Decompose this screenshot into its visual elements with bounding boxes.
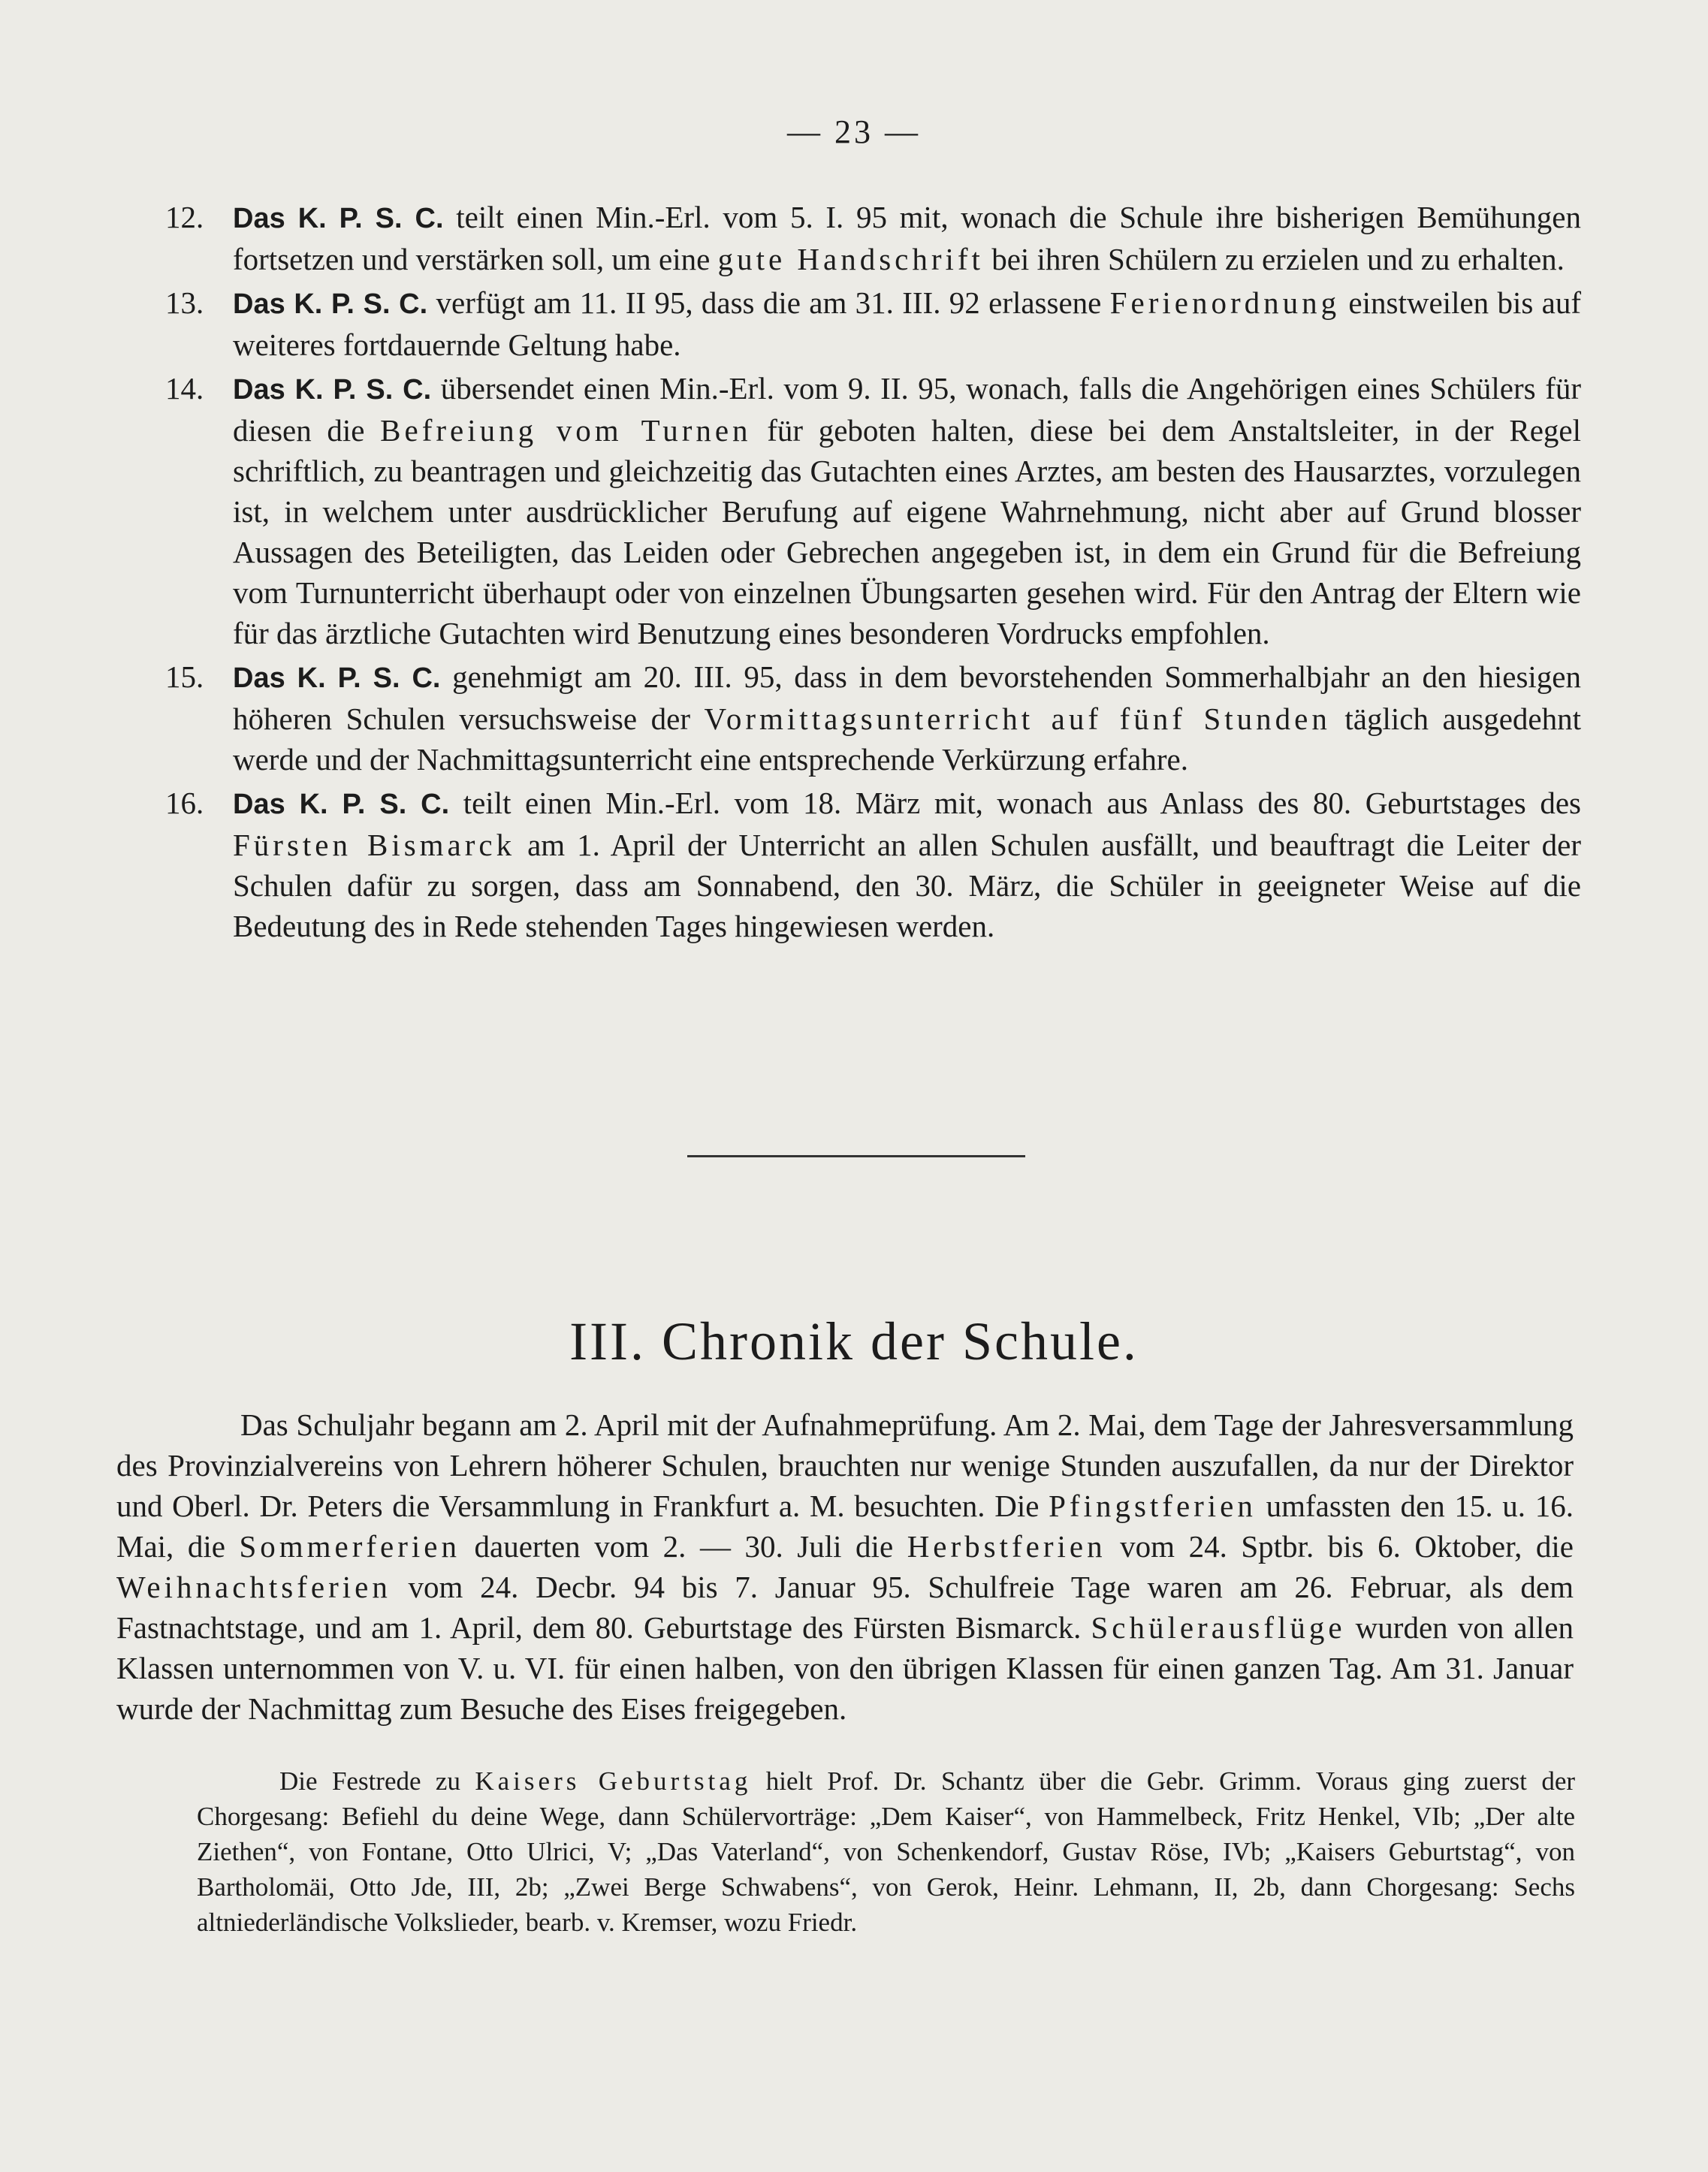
text-run: umfassten den 15. u. 16. Mai, die	[116, 1489, 1574, 1564]
item-number: 14.	[165, 371, 204, 406]
section-divider	[687, 1155, 1025, 1157]
item-number: 16.	[165, 786, 204, 820]
text-run: teilt einen Min.-Erl. vom 5. I. 95 mit, wonach die Schule ihre bisherigen Bemühungen fortsetzen und verstärken soll, um eine	[233, 200, 1581, 276]
decree-item	[165, 783, 1581, 946]
decree-item	[165, 282, 1581, 365]
text-run: übersendet einen Min.-Erl. vom 9. II. 95, wonach, falls die Angehörigen eines Schülers für diesen die	[233, 371, 1581, 448]
authority-name: Das K. P. S. C.	[233, 789, 450, 820]
section-heading: III. Chronik der Schule.	[569, 1311, 1139, 1371]
authority-name: Das K. P. S. C.	[233, 203, 444, 234]
spaced-emphasis: Vormittagsunterricht auf fünf Stunden	[704, 701, 1331, 736]
text-run: einstweilen bis auf weiteres fortdauernde Geltung habe.	[233, 285, 1582, 362]
text-run: täglich ausgedehnt werde und der Nachmittagsunterricht eine entsprechende Verkürzung erfahre.	[233, 701, 1581, 777]
text-run: Das Schuljahr begann am 2. April mit der Aufnahmeprüfung. Am 2. Mai, dem Tage der Jahresversammlung des Provinzialvereins von Lehrern höherer Schulen, brauchten nur wenige Stunden auszufallen, da nur der Direktor und Oberl. Dr. Peters die Versammlung in Frankfurt a. M. besuchten. Die	[116, 1407, 1574, 1523]
item-number: 12.	[165, 200, 204, 234]
decree-item	[165, 368, 1581, 653]
spaced-emphasis: Herbstferien	[907, 1529, 1106, 1564]
page-number: — 23 —	[787, 113, 921, 150]
spaced-emphasis: Befreiung vom Turnen	[380, 413, 752, 448]
festrede-text	[197, 1763, 1575, 1940]
spaced-emphasis: Fürsten Bismarck	[233, 828, 516, 862]
authority-name: Das K. P. S. C.	[233, 288, 428, 320]
text-run: verfügt am 11. II 95, dass die am 31. III. 92 erlassene	[427, 285, 1110, 320]
item-text	[233, 282, 1581, 365]
spaced-emphasis: Pfingstferien	[1049, 1489, 1257, 1523]
text-run: teilt einen Min.-Erl. vom 18. März mit, wonach aus Anlass des 80. Geburtstages des	[449, 786, 1581, 820]
text-run: für geboten halten, diese bei dem Anstaltsleiter, in der Regel schriftlich, zu beantragen und gleichzeitig das Gutachten eines Arztes, am besten des Hausarztes, vorzulegen ist, in welchem unter ausdrücklicher Berufung auf eigene Wahrnehmung, nicht aber auf Grund blosser Aussagen des Beteiligten, das Leiden oder Gebrechen angegeben ist, in dem ein Grund für die Befreiung vom Turnunterricht überhaupt oder von einzelnen Übungsarten gesehen wird. Für den Antrag der Eltern wie für das ärztliche Gutachten wird Benutzung eines besonderen Vordrucks empfohlen.	[233, 413, 1582, 650]
spaced-emphasis: Kaisers Geburtstag	[475, 1766, 752, 1796]
spaced-emphasis: Weihnachtsferien	[116, 1570, 391, 1604]
decree-item	[165, 656, 1581, 780]
decree-list	[165, 197, 1581, 949]
authority-name: Das K. P. S. C.	[233, 662, 441, 694]
decree-item	[165, 197, 1581, 279]
text-run: dauerten vom 2. — 30. Juli die	[460, 1529, 907, 1564]
text-run: hielt Prof. Dr. Schantz über die Gebr. Grimm. Voraus ging zuerst der Chorgesang: Befiehl du deine Wege, dann Schülervorträge: „Dem Kaiser“, von Hammelbeck, Fritz Henkel, VIb; „Der alte Ziethen“, von Fontane, Otto Ulrici, V; „Das Vaterland“, von Schenkendorf, Gustav Röse, IVb; „Kaisers Geburtstag“, von Bartholomäi, Otto Jde, III, 2b; „Zwei Berge Schwabens“, von Gerok, Heinr. Lehmann, II, 2b, dann Chorgesang: Sechs altniederländische Volkslieder, bearb. v. Kremser, wozu Friedr.	[197, 1766, 1576, 1937]
text-run: vom 24. Sptbr. bis 6. Oktober, die	[1106, 1529, 1574, 1564]
chronicle-paragraph	[116, 1404, 1574, 1729]
item-text	[233, 656, 1581, 780]
text-run: am 1. April der Unterricht an allen Schulen ausfällt, und beauftragt die Leiter der Schulen dafür zu sorgen, dass am Sonnabend, den 30. März, die Schüler in geeigneter Weise auf die Bedeutung des in Rede stehenden Tages hingewiesen werden.	[233, 828, 1581, 943]
spaced-emphasis: gute Handschrift	[717, 242, 984, 276]
text-run: vom 24. Decbr. 94 bis 7. Januar 95. Schulfreie Tage waren am 26. Februar, als dem Fastnachtstage, und am 1. April, dem 80. Geburtstage des Fürsten Bismarck.	[116, 1570, 1574, 1645]
spaced-emphasis: Schülerausflüge	[1091, 1610, 1346, 1645]
text-run: genehmigt am 20. III. 95, dass in dem bevorstehenden Sommerhalbjahr an den hiesigen höheren Schulen versuchsweise der	[233, 659, 1581, 736]
item-text	[233, 783, 1581, 946]
spaced-emphasis: Sommerferien	[239, 1529, 460, 1564]
text-run: wurden von allen Klassen unternommen von V. u. VI. für einen halben, von den übrigen Klassen für einen ganzen Tag. Am 31. Januar wurde der Nachmittag zum Besuche des Eises freigegeben.	[116, 1610, 1574, 1726]
festrede-paragraph	[197, 1763, 1575, 1940]
item-number: 15.	[165, 659, 204, 694]
chronicle-text	[116, 1404, 1574, 1729]
item-text	[233, 197, 1581, 279]
item-number: 13.	[165, 285, 204, 320]
authority-name: Das K. P. S. C.	[233, 374, 432, 406]
item-text	[233, 368, 1581, 653]
text-run: bei ihren Schülern zu erzielen und zu erhalten.	[983, 242, 1565, 276]
spaced-emphasis: Ferienordnung	[1109, 285, 1341, 320]
text-run: Die Festrede zu	[279, 1766, 475, 1796]
